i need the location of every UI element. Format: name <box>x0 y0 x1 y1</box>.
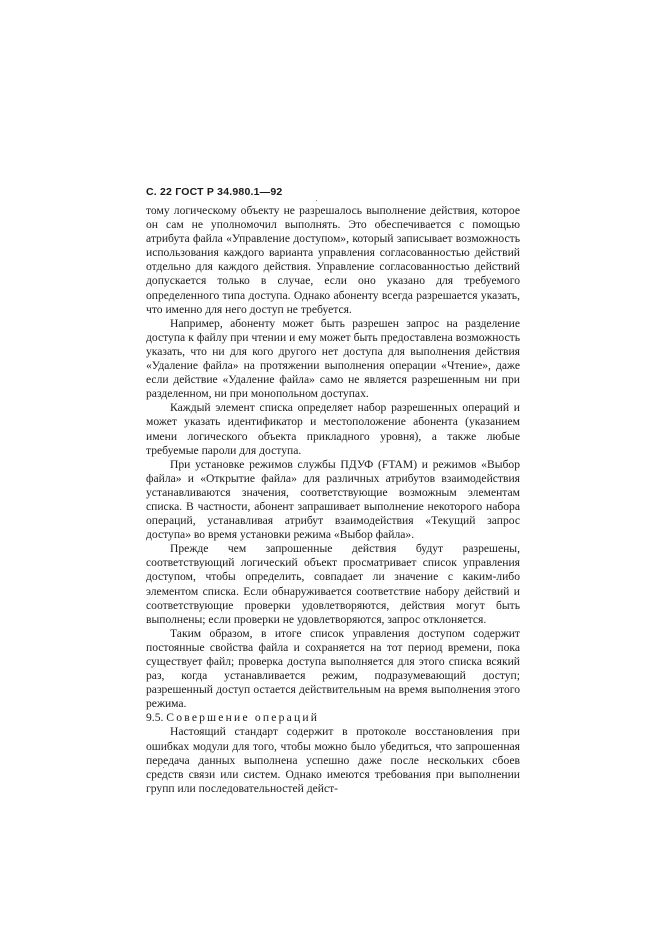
paragraph-summary: Таким образом, в итоге список управления доступом содержит постоянные свойства файла и сохраняется на тот период времени, пока существует файл; проверка доступа выполняется для этого списка всякий раз, когда устанавливается режим, подразумевающий доступ; разрешенный доступ остается действительным на время выполнения этого режима. <box>146 626 520 711</box>
document-body <box>146 204 520 796</box>
paragraph-commitment: Настоящий стандарт содержит в протоколе восстановления при ошибках модули для того, чтобы можно было убедиться, что запрошенная передача данных выполнена успешно даже после нескольких сбоев средств связи или систем. Однако имеются требования при выполнении групп или последовательностей дейст- <box>146 725 520 795</box>
section-title: Совершение операций <box>166 711 320 725</box>
scan-speck <box>316 200 317 201</box>
paragraph-example: Например, абоненту может быть разрешен запрос на разделение доступа к файлу при чтении и ему может быть предоставлена возможность указать, что ни для кого другого нет доступа для выполнения действия «Удаление файла» на протяжении выполнения операции «Чтение», даже если действие «Удаление файла» само не является разрешенным ни при разделенном, ни при монопольном доступах. <box>146 316 520 401</box>
paragraph-continuation: тому логическому объекту не разрешалось выполнение действия, которое он сам не уполномочил выполнять. Это обеспечивается с помощью атрибута файла «Управление доступом», который записывает возможность использования каждого варианта управления согласованностью действий отдельно для каждого действия. Управление согласованностью действий допускается только в случае, если оно указано для требуемого определенного типа доступа. Однако абоненту всегда разрешается указать, что именно для него доступ не требуется. <box>146 204 520 316</box>
section-heading <box>146 711 520 725</box>
paragraph-ftam-modes: При установке режимов службы ПДУФ (FTAM) и режимов «Выбор файла» и «Открытие файла» для различных атрибутов взаимодействия устанавливаются значения, соответствующие возможным элементам списка. В частности, абонент запрашивает выполнение некоторого набора операций, устанавливая атрибут взаимодействия «Текущий запрос доступа» во время установки режима «Выбор файла». <box>146 457 520 542</box>
scan-speck <box>163 767 164 768</box>
paragraph-list-element: Каждый элемент списка определяет набор разрешенных операций и может указать идентификатор и местоположение абонента (указанием имени логического объекта прикладного уровня), а также любые требуемые пароли для доступа. <box>146 401 520 457</box>
page-header: С. 22 ГОСТ Р 34.980.1—92 <box>146 186 283 198</box>
paragraph-access-check: Прежде чем запрошенные действия будут разрешены, соответствующий логический объект просматривает список управления доступом, чтобы определить, совпадает ли значение с каким-либо элементом списка. Если обнаруживается соответствие набору действий и соответствующие проверки удовлетворяются, действия могут быть выполнены; если проверки не удовлетворяются, запрос отклоняется. <box>146 542 520 626</box>
section-number: 9.5. <box>146 711 164 725</box>
